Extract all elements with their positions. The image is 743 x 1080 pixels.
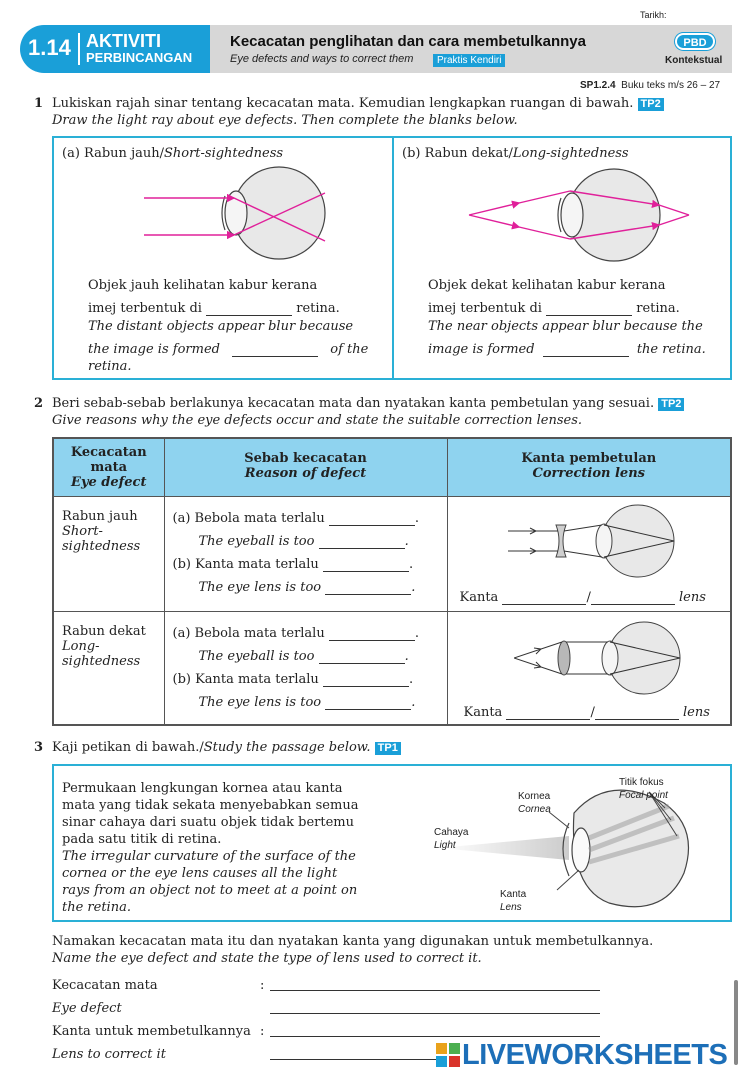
q2-r1-b-ms: (b) Kanta mata terlalu — [172, 556, 319, 572]
q2-r1-lens-en[interactable] — [591, 590, 675, 605]
q3-field2-ms: Kanta untuk membetulkannya — [52, 1024, 251, 1039]
q3-passage — [62, 780, 367, 916]
q2-header-row — [53, 438, 731, 496]
q2-r1-b-blank-ms[interactable] — [323, 557, 409, 572]
q1-number: 1 — [34, 96, 44, 111]
q3-field1-en: Eye defect — [52, 1001, 122, 1016]
q3-field2-en: Lens to correct it — [52, 1047, 166, 1062]
q2-row2-defect-en: Long-sightedness — [62, 638, 141, 669]
textbook-ref — [580, 80, 720, 91]
q2-row1-lens — [447, 496, 731, 611]
q1a-line2-pre: imej terbentuk di — [88, 301, 202, 316]
scrollbar[interactable] — [734, 980, 738, 1065]
eye-lens-astig — [572, 828, 590, 872]
q1b-blank-en[interactable] — [543, 342, 629, 357]
q1a-en2-pre: the image is formed — [88, 342, 220, 357]
q2-head1-ms: Kecacatan mata — [70, 445, 147, 475]
q1a-label-en: Short-sightedness — [163, 146, 284, 161]
q1-tp-badge: TP2 — [638, 98, 664, 111]
q1-text-en: Draw the light ray about eye defects. Then complete the blanks below. — [52, 113, 518, 128]
q2-head3-en: Correction lens — [532, 466, 645, 481]
astigmatism-diagram — [429, 778, 729, 918]
q2-head-reason — [164, 438, 447, 496]
q3-box — [52, 764, 732, 922]
q3-tp-badge: TP1 — [375, 742, 401, 755]
q2-r2-b-blank-en[interactable] — [325, 695, 411, 710]
q2-r2-a-ms: (a) Bebola mata terlalu — [172, 625, 325, 641]
q1b-blank-ms[interactable] — [546, 301, 632, 316]
q2-head2-ms: Sebab kecacatan — [244, 451, 367, 466]
short-sight-diagram — [139, 163, 339, 263]
q1b-line2 — [428, 301, 680, 316]
q2-row1-kanta-line: Kanta / lens — [459, 589, 706, 605]
q3-task-en: Name the eye defect and state the type of lens used to correct it. — [52, 951, 482, 966]
praktis-badge: Praktis Kendiri — [433, 54, 505, 67]
q1b-en2-pre: image is formed — [428, 342, 535, 357]
q3-field1-ms: Kecacatan mata — [52, 978, 158, 993]
label-light — [434, 826, 468, 852]
q1b-line2-post: retina. — [636, 301, 680, 316]
q2-r1-kanta: Kanta — [459, 589, 499, 605]
ref-text: Buku teks m/s 26 – 27 — [621, 80, 721, 91]
q2-r1-a-ms: (a) Bebola mata terlalu — [172, 510, 325, 526]
activity-number: 1.14 — [28, 35, 71, 60]
q1b-en2-post: the retina. — [636, 342, 706, 357]
q2-tp-badge: TP2 — [658, 398, 684, 411]
label-lens-en: Lens — [500, 902, 522, 913]
q1b-label — [402, 146, 629, 161]
q2-r2-b-ms: (b) Kanta mata terlalu — [172, 671, 319, 687]
q1b-label-ms: (b) Rabun dekat/ — [402, 146, 513, 161]
q1a-en2 — [88, 342, 386, 357]
liveworksheets-watermark — [436, 1038, 727, 1072]
q2-row1-defect-ms: Rabun jauh — [62, 508, 138, 524]
q2-row2-defect-ms: Rabun dekat — [62, 623, 146, 639]
q1b-en2 — [428, 342, 706, 357]
q2-r2-kanta: Kanta — [463, 704, 503, 720]
label-focal-en: Focal point — [619, 790, 668, 801]
q3-number: 3 — [34, 740, 44, 755]
q1a-en3: retina. — [88, 359, 132, 374]
q2-instruction — [52, 396, 732, 411]
q2-head-lens — [447, 438, 731, 496]
convex-lens-diagram — [514, 618, 694, 700]
q2-text-en: Give reasons why the eye defects occur and state the suitable correction lenses. — [52, 413, 583, 428]
q2-r1-lens-word: lens — [678, 589, 706, 605]
convex-lens — [558, 641, 570, 675]
q2-text-ms: Beri sebab-sebab berlakunya kecacatan mata dan nyatakan kanta pembetulan yang sesuai. — [52, 396, 655, 411]
q1b-label-en: Long-sightedness — [512, 146, 629, 161]
q1a-label-ms: (a) Rabun jauh/ — [62, 146, 164, 161]
q2-r2-a-en: The eyeball is too — [198, 648, 315, 664]
q1b-line2-pre: imej terbentuk di — [428, 301, 542, 316]
concave-lens-diagram — [508, 503, 688, 583]
q3-lens-input-en[interactable] — [270, 1045, 440, 1060]
label-light-ms: Cahaya — [434, 827, 469, 838]
q1a-line2 — [88, 301, 340, 316]
label-cornea — [518, 790, 551, 816]
q2-row1-defect-en: Short-sightedness — [62, 523, 141, 554]
q2-table — [52, 437, 732, 726]
q1b-line1: Objek dekat kelihatan kabur kerana — [428, 278, 666, 293]
q3-defect-input[interactable] — [270, 976, 600, 991]
q2-r2-lens-en[interactable] — [595, 705, 679, 720]
q2-r2-b-blank-ms[interactable] — [323, 672, 409, 687]
label-light-en: Light — [434, 840, 456, 851]
q3-passage-ms: Permukaan lengkungan kornea atau kanta mata yang tidak sekata menyebabkan semua sinar cahaya dari suatu objek tidak bertemu pada satu titik di retina. — [62, 781, 359, 847]
page-subtitle: Eye defects and ways to correct them — [230, 53, 414, 65]
q2-head3-ms: Kanta pembetulan — [521, 451, 657, 466]
q2-row-short — [53, 496, 731, 611]
q3-lens-input[interactable] — [270, 1022, 600, 1037]
q3-colon2: : — [260, 1024, 265, 1039]
q1-box — [52, 136, 732, 380]
pbd-subtitle: Kontekstual — [665, 55, 723, 66]
q2-row2-lens — [447, 611, 731, 725]
activity-line2: PERBINCANGAN — [86, 50, 193, 65]
q2-row2-kanta-line: Kanta / lens — [463, 704, 710, 720]
label-cornea-ms: Kornea — [518, 791, 551, 802]
q3-defect-input-en[interactable] — [270, 999, 600, 1014]
q2-row2-reason: (a) Bebola mata terlalu . The eyeball is too . (b) Kanta mata terlalu . The eye lens is too . — [164, 611, 447, 725]
q3-passage-en: The irregular curvature of the surface of the cornea or the eye lens causes all the light rays from an object not to meet at a point on the retina. — [62, 849, 358, 915]
q2-head-defect — [53, 438, 164, 496]
activity-badge — [20, 25, 215, 73]
liveworksheets-logo-icon — [436, 1043, 460, 1067]
q2-head2-en: Reason of defect — [244, 466, 367, 481]
q2-r2-b-en: The eye lens is too — [198, 694, 322, 710]
q2-r1-a-en: The eyeball is too — [198, 533, 315, 549]
q2-row-long — [53, 611, 731, 725]
q1a-line2-post: retina. — [296, 301, 340, 316]
q1b-en1: The near objects appear blur because the — [428, 319, 703, 334]
pbd-badge: PBD — [675, 33, 715, 50]
q2-r2-lens-word: lens — [682, 704, 710, 720]
q3-colon1: : — [260, 978, 265, 993]
q1a-label — [62, 146, 283, 161]
q2-number: 2 — [34, 396, 44, 411]
watermark-text: LIVEWORKSHEETS — [462, 1038, 728, 1071]
header-banner — [20, 25, 732, 75]
activity-line1: AKTIVITI — [86, 31, 161, 51]
q2-row1-reason: (a) Bebola mata terlalu . The eyeball is too . (b) Kanta mata terlalu . The eye lens is too . — [164, 496, 447, 611]
q3-text-en: Study the passage below. — [203, 740, 371, 755]
q2-r1-b-blank-en[interactable] — [325, 580, 411, 595]
q3-task-ms: Namakan kecacatan mata itu dan nyatakan kanta yang digunakan untuk membetulkannya. — [52, 934, 654, 949]
q1a-en2-post: of the — [330, 342, 369, 357]
q2-r1-b-en: The eye lens is too — [198, 579, 322, 595]
q1-instruction — [52, 96, 722, 111]
q1a-line1: Objek jauh kelihatan kabur kerana — [88, 278, 318, 293]
q2-r1-lens-ms[interactable] — [502, 590, 586, 605]
q1-text-ms: Lukiskan rajah sinar tentang kecacatan mata. Kemudian lengkapkan ruangan di bawah. — [52, 96, 634, 111]
long-sight-diagram — [464, 163, 694, 273]
q1a-en1: The distant objects appear blur because — [88, 319, 354, 334]
q3-instruction — [52, 740, 401, 755]
q2-row2-defect — [53, 611, 164, 725]
q1a-blank-en[interactable] — [232, 342, 318, 357]
label-focal-ms: Titik fokus — [619, 777, 664, 788]
q2-head1-en: Eye defect — [71, 475, 147, 490]
ref-code: SP1.2.4 — [580, 80, 616, 91]
eye-lens-b — [561, 193, 583, 237]
label-focal — [619, 776, 668, 802]
q2-r1-a-blank-en[interactable] — [319, 534, 405, 549]
label-lens — [500, 888, 526, 914]
date-label: Tarikh: — [640, 10, 667, 20]
concave-lens — [556, 525, 566, 557]
q2-r1-a-blank-ms[interactable] — [329, 511, 415, 526]
page-title: Kecacatan penglihatan dan cara membetulkannya — [230, 33, 586, 50]
label-cornea-en: Cornea — [518, 804, 551, 815]
q2-r2-a-blank-en[interactable] — [319, 649, 405, 664]
q2-r2-a-blank-ms[interactable] — [329, 626, 415, 641]
eyeball-convex — [608, 622, 680, 694]
eyeball-concave — [602, 505, 674, 577]
q2-row1-defect — [53, 496, 164, 611]
q1a-blank-ms[interactable] — [206, 301, 292, 316]
label-lens-ms: Kanta — [500, 889, 527, 900]
q3-text-ms: Kaji petikan di bawah./ — [52, 740, 204, 755]
q2-r2-lens-ms[interactable] — [506, 705, 590, 720]
